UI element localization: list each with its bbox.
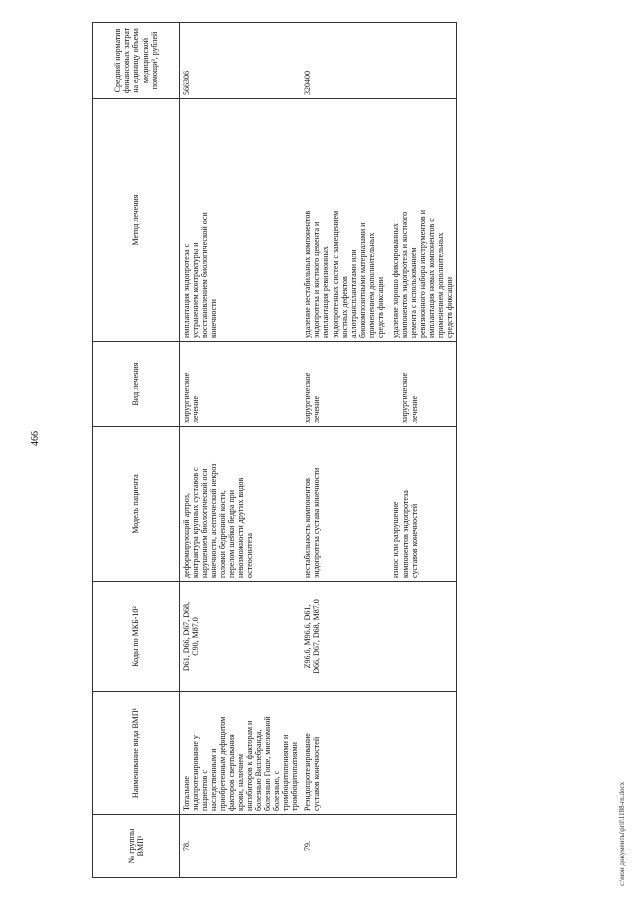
table-row: [301, 23, 456, 878]
header-treatment-method: Метод лечения: [93, 99, 180, 342]
header-group-no: № группы ВМП¹: [93, 815, 180, 878]
footer-file-path: c:\мои документы\pril\1188-rn.docx: [618, 781, 626, 886]
row-group-no: 78.: [180, 815, 302, 878]
patient-model-1: нестабильность компонентов эндопротеза сустава конечности: [303, 467, 322, 578]
row-treatment-type-cell: [301, 342, 456, 427]
header-avg-cost: Средний норматив финансовых затрат на единицу объема медицинской помощи³, рублей: [93, 23, 180, 99]
table-header-row: [93, 23, 180, 878]
header-treatment-type: Вид лечения: [93, 342, 180, 427]
table-row: [180, 23, 302, 878]
page-number: 466: [30, 431, 41, 446]
treatment-method-1: удаление нестабильных компонентов эндопротеза и костного цемента и имплантация ревизионных эндопротезных систем с замещением костных дефектов аллотрансплантатами или биокомпозитными материалами и применением дополнительных средств фиксации: [303, 210, 385, 338]
treatment-method-2: удаление хорошо фиксированных компонентов эндопротеза и костного цемента с использованием ревизионного набора инструментов и имплантация новых компонентов с применением дополнительных средств фиксации: [390, 210, 454, 338]
header-icd-codes: Коды по МКБ-10²: [93, 582, 180, 692]
treatment-type-1: хирургическое лечение: [303, 372, 322, 423]
header-vmp-name: Наименование вида ВМП¹: [93, 692, 180, 815]
row-vmp-name: Реэндопротезирование суставов конечностей: [301, 692, 456, 815]
patient-model-2: износ или разрушение компонентов эндопротеза суставов конечностей: [391, 490, 419, 578]
row-icd-codes: D61, D66, D67, D68, C90, M87.0: [180, 582, 302, 692]
header-patient-model: Модель пациента: [93, 427, 180, 582]
row-avg-cost: 566306: [180, 23, 302, 99]
row-patient-model-cell: [301, 427, 456, 582]
row-treatment-method: имплантация эндопротеза с устранением контрактуры и восстановлением биологической оси конечности: [180, 99, 302, 342]
vmp-table: [92, 22, 457, 878]
row-treatment-method-cell: [301, 99, 456, 342]
row-group-no: 79.: [301, 815, 456, 878]
row-patient-model: деформирующий артроз, контрактура крупных суставов с нарушением биологической оси конечности, асептический некроз головки бедренной кости, перелом шейки бедра при невозможности других видов остеосинтеза: [180, 427, 302, 582]
treatment-type-2: хирургическое лечение: [400, 372, 419, 423]
row-avg-cost: 320400: [301, 23, 456, 99]
row-icd-codes: Z96.6, M96.6, D61, D66, D67, D68, M87.0: [301, 582, 456, 692]
row-treatment-type: хирургическое лечение: [180, 342, 302, 427]
rotated-table-container: [92, 23, 454, 878]
row-vmp-name: Тотальное эндопротезирование у пациентов с наследственным и приобретенным дефицитом факторов свертывания крови, наличием ингибиторов к факторам и болезнью Виллебранда, болезнью Гоше, миеломной болезнью, с тромбоцитопениями и тромбоцитопатиями: [180, 692, 302, 815]
